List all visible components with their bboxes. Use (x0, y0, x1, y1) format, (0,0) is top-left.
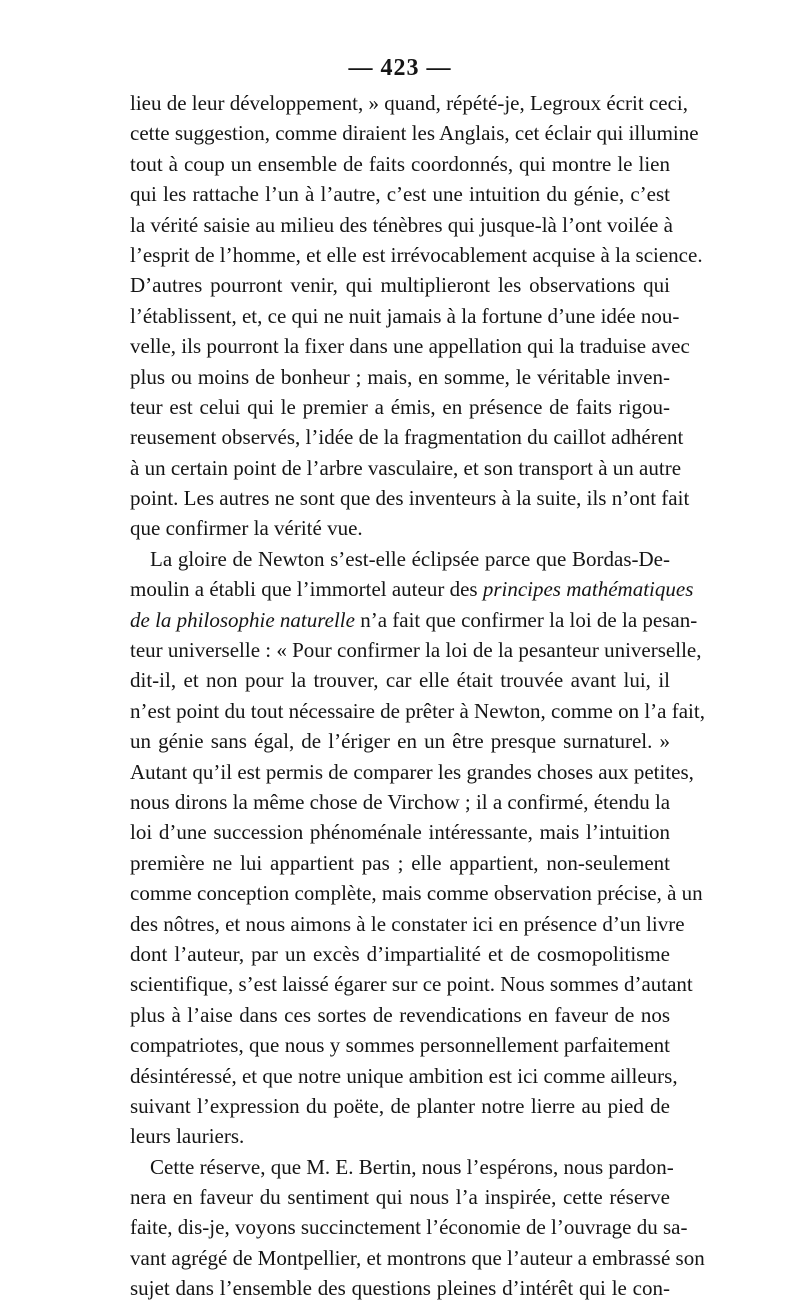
text-line: à un certain point de l’arbre vasculaire, et son transport à un autre (130, 455, 682, 480)
text-line: tout à coup un ensemble de faits coordonnés, qui montre le lien (130, 151, 670, 176)
text-line: dit-il, et non pour la trouver, car elle était trouvée avant lui, il (130, 668, 670, 693)
paragraph-2 (130, 544, 705, 1152)
text-line: compatriotes, que nous y sommes personnellement parfaitement (130, 1033, 670, 1058)
text-line: loi d’une succession phénoménale intéressante, mais l’intuition (130, 820, 670, 845)
body-text (130, 88, 705, 1304)
text-line: sujet dans l’ensemble des questions pleines d’intérêt qui le con- (130, 1276, 670, 1301)
text-line: teur est celui qui le premier a émis, en présence de faits rigou- (130, 394, 670, 419)
text-line: nous dirons la même chose de Virchow ; il a confirmé, étendu la (130, 789, 671, 814)
text-line: Autant qu’il est permis de comparer les grandes choses aux petites, (130, 759, 694, 784)
text-line: nera en faveur du sentiment qui nous l’a inspirée, cette réserve (130, 1185, 670, 1210)
text-line: un génie sans égal, de l’ériger en un être presque surnaturel. » (130, 729, 670, 754)
italic-phrase: de la philosophie naturelle (130, 607, 355, 632)
text-line: lieu de leur développement, » quand, répété-je, Legroux écrit ceci, (130, 91, 688, 115)
paragraph-3 (130, 1152, 705, 1304)
text-line: teur universelle : « Pour confirmer la loi de la pesanteur universelle, (130, 638, 702, 663)
text-line: faite, dis-je, voyons succinctement l’économie de l’ouvrage du sa- (130, 1215, 688, 1240)
italic-phrase: principes mathématiques (482, 577, 694, 602)
paragraph-1 (130, 88, 703, 544)
text-line: vant agrégé de Montpellier, et montrons que l’auteur a embrassé son (130, 1245, 705, 1270)
text-line: La gloire de Newton s’est-elle éclipsée parce que Bordas-De- (150, 546, 670, 571)
text-line-with-italic: moulin a établi que l’immortel auteur des principes mathématiques (130, 577, 694, 602)
text-line: la vérité saisie au milieu des ténèbres qui jusque-là l’ont voilée à (130, 212, 673, 237)
text-line: D’autres pourront venir, qui multiplieront les observations qui (130, 273, 670, 298)
text-line: comme conception complète, mais comme observation précise, à un (130, 881, 703, 906)
text-line: n’est point du tout nécessaire de prêter à Newton, comme on l’a fait, (130, 698, 705, 723)
text-line: l’esprit de l’homme, et elle est irrévocablement acquise à la science. (130, 242, 703, 267)
text-line: que confirmer la vérité vue. (130, 516, 363, 541)
text-line: leurs lauriers. (130, 1124, 245, 1149)
text-line: suivant l’expression du poëte, de planter notre lierre au pied de (130, 1093, 670, 1118)
text-line: désintéressé, et que notre unique ambition est ici comme ailleurs, (130, 1063, 678, 1088)
text-line: reusement observés, l’idée de la fragmentation du caillot adhérent (130, 425, 684, 450)
text-line: velle, ils pourront la fixer dans une appellation qui la traduise avec (130, 334, 690, 359)
text-line: première ne lui appartient pas ; elle appartient, non-seulement (130, 850, 670, 875)
text-line: plus ou moins de bonheur ; mais, en somme, le véritable inven- (130, 364, 670, 389)
text-line: qui les rattache l’un à l’autre, c’est une intuition du génie, c’est (130, 182, 670, 207)
page-number: — 423 — (348, 55, 452, 81)
text-line: l’établissent, et, ce qui ne nuit jamais à la fortune d’une idée nou- (130, 303, 680, 328)
text-line-with-italic: de la philosophie naturelle n’a fait que confirmer la loi de la pesan- (130, 607, 698, 632)
text-line: scientifique, s’est laissé égarer sur ce point. Nous sommes d’autant (130, 972, 693, 997)
text-line: point. Les autres ne sont que des inventeurs à la suite, ils n’ont fait (130, 486, 690, 511)
text-line: plus à l’aise dans ces sortes de revendications en faveur de nos (130, 1002, 670, 1027)
text-line: cette suggestion, comme diraient les Anglais, cet éclair qui illumine (130, 121, 699, 146)
text-line: Cette réserve, que M. E. Bertin, nous l’espérons, nous pardon- (150, 1154, 674, 1179)
text-line: dont l’auteur, par un excès d’impartialité et de cosmopolitisme (130, 941, 670, 966)
text-line: des nôtres, et nous aimons à le constater ici en présence d’un livre (130, 911, 685, 936)
